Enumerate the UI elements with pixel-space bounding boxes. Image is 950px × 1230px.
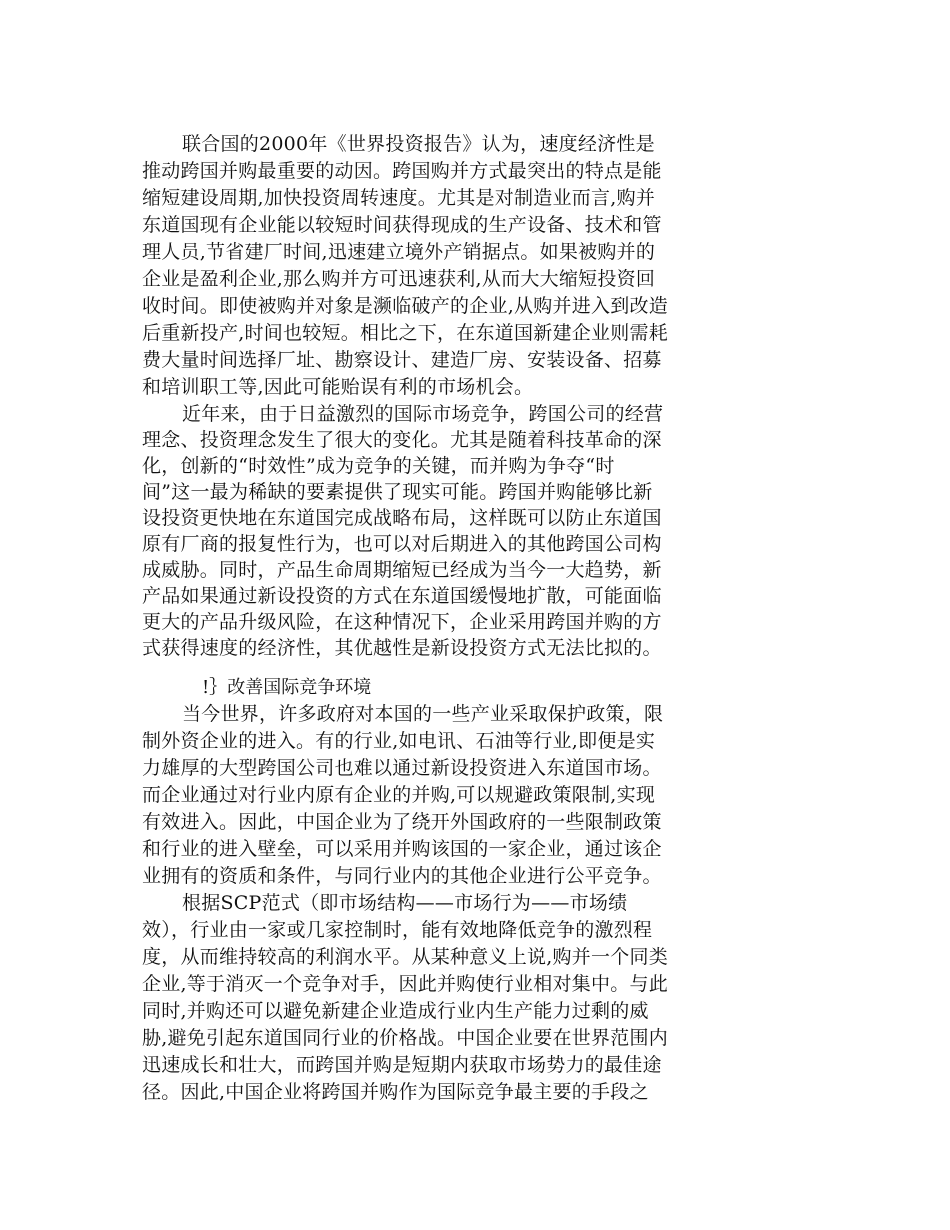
text-line: 产品如果通过新设投资的方式在东道国缓慢地扩散，可能面临 [142, 585, 662, 607]
text-line: 同时,并购还可以避免新建企业造成行业内生产能力过剩的威 [142, 1000, 649, 1022]
text-line: 效），行业由一家或几家控制时，能有效地降低竞争的激烈程 [142, 919, 653, 941]
text-line: 式获得速度的经济性，其优越性是新设投资方式无法比拟的。 [142, 637, 662, 659]
text-line: 企业是盈利企业,那么购并方可迅速获利,从而大大缩短投资回 [142, 268, 656, 290]
text-line: 近年来，由于日益激烈的国际市场竞争，跨国公司的经营 [182, 403, 664, 425]
text-line: 企业,等于消灭一个竞争对手，因此并购使行业相对集中。与此 [142, 973, 669, 995]
text-line: 成威胁。同时，产品生命周期缩短已经成为当今一大趋势，新 [142, 559, 662, 581]
text-line: 东道国现有企业能以较短时间获得现成的生产设备、技术和管 [142, 214, 662, 236]
text-line: 业拥有的资质和条件，与同行业内的其他企业进行公平竞争。 [142, 865, 662, 887]
text-line: 联合国的2000年《世界投资报告》认为，速度经济性是 [182, 133, 655, 155]
text-line: 后重新投产,时间也较短。相比之下，在东道国新建企业则需耗 [142, 322, 669, 344]
text-line: 理念、投资理念发生了很大的变化。尤其是随着科技革命的深 [142, 429, 662, 451]
text-line: 当今世界，许多政府对本国的一些产业采取保护政策，限 [182, 703, 664, 725]
paragraph-scp-paradigm [142, 891, 742, 1104]
text-line: 设投资更快地在东道国完成战略布局，这样既可以防止东道国 [142, 507, 662, 529]
text-line: 而企业通过对行业内原有企业的并购,可以规避政策限制,实现 [142, 784, 656, 806]
text-line: 原有厂商的报复性行为，也可以对后期进入的其他跨国公司构 [142, 533, 662, 555]
paragraph-competition-timeliness [142, 402, 742, 660]
text-line: 根据SCP范式（即市场结构——市场行为——市场绩 [182, 892, 628, 914]
text-line: 有效进入。因此，中国企业为了绕开外国政府的一些限制政策 [142, 811, 662, 833]
text-line: 力雄厚的大型跨国公司也难以通过新设投资进入东道国市场。 [142, 757, 662, 779]
section-heading: !｝改善国际竞争环境 [202, 677, 372, 698]
text-line: 制外资企业的进入。有的行业,如电讯、石油等行业,即便是实 [142, 730, 656, 752]
text-line: 胁,避免引起东道国同行业的价格战。中国企业要在世界范围内 [142, 1027, 669, 1049]
text-line: 和培训职工等,因此可能贻误有利的市场机会。 [142, 376, 534, 398]
text-line: 径。因此,中国企业将跨国并购作为国际竞争最主要的手段之 [142, 1081, 649, 1103]
text-line: 迅速成长和壮大，而跨国并购是短期内获取市场势力的最佳途 [142, 1054, 662, 1076]
text-line: 理人员,节省建厂时间,迅速建立境外产销据点。如果被购并的 [142, 241, 656, 263]
text-line: 化，创新的“时效性”成为竞争的关键，而并购为争夺“时 [142, 455, 615, 477]
text-line: 推动跨国并购最重要的动因。跨国购并方式最突出的特点是能 [142, 160, 662, 182]
text-line: 间”这一最为稀缺的要素提供了现实可能。跨国并购能够比新 [142, 481, 653, 503]
text-line: 更大的产品升级风险，在这种情况下，企业采用跨国并购的方 [142, 611, 662, 633]
text-line: 度，从而维持较高的利润水平。从某种意义上说,购并一个同类 [142, 946, 669, 968]
paragraph-policy-barriers [142, 702, 742, 888]
document-page [142, 132, 742, 1107]
text-line: 和行业的进入壁垒，可以采用并购该国的一家企业，通过该企 [142, 838, 662, 860]
text-line: 费大量时间选择厂址、勘察设计、建造厂房、安装设备、招募 [142, 349, 662, 371]
text-line: 收时间。即使被购并对象是濒临破产的企业,从购并进入到改造 [142, 295, 669, 317]
paragraph-speed-economy [142, 132, 742, 399]
text-line: 缩短建设周期,加快投资周转速度。尤其是对制造业而言,购并 [142, 187, 656, 209]
